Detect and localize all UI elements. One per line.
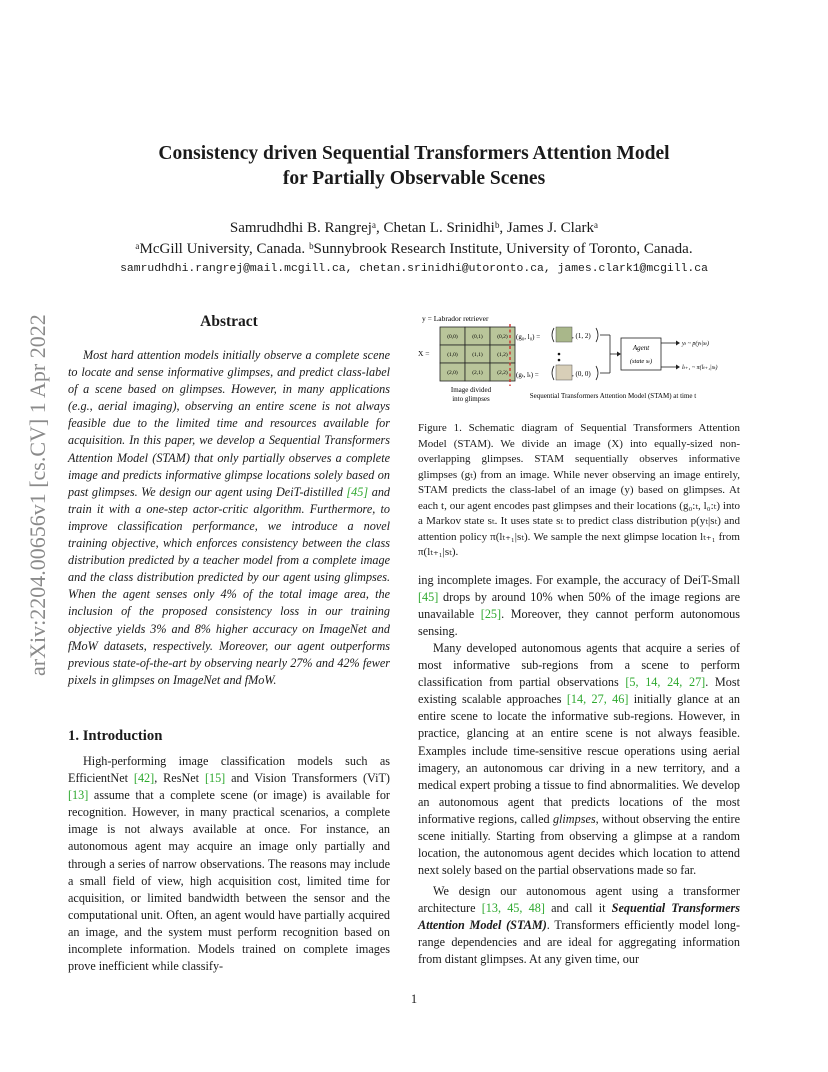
- glimpse-0-location: , (1, 2): [572, 332, 591, 340]
- grid-cell-label: (1,0): [447, 352, 458, 358]
- abstract-text-b: and train it with a one-step actor-critic algorithm. Furthermore, to improve classification performance, we introduce a novel training objective, which enforces consistency between the class distribution predicted by a teacher model from a complete image and the class distribution predicted by our agent using glimpses. When the agent senses only 4% of the total image area, the inclusion of the proposed consistency loss in our training objective yields 3% and 8% higher accuracy on ImageNet and fMoW datasets, respectively. Moreover, our agent outperforms previous state-of-the-art by observing nearly 27% and 42% fewer pixels in glimpses on ImageNet and fMoW.: [68, 484, 391, 687]
- citation-link[interactable]: [13]: [68, 788, 89, 803]
- section-heading-introduction: 1. Introduction: [68, 728, 163, 744]
- citation-link[interactable]: [25]: [480, 607, 502, 622]
- arrow-head: [617, 352, 621, 357]
- text-run: High-performing image classification models such as EfficientNet: [68, 754, 390, 786]
- text-run: assume that a complete scene (or image) is available for recognition. However, in many practical scenarios, a complete image is not always available at once. For instance, an autonomous agent may acquire an image only partially and through a series of narrow observations. The reasons may include a small field of view, high acquisition cost, limited time for acquisition, or limited bandwidth between the sensor and the computational unit. Often, an agent would have partially acquired an image, and the system must perform recognition based on incomplete information. Models trained on complete images prove inefficient while classify-: [68, 788, 390, 974]
- text-run: and Vision Transformers (ViT): [225, 771, 390, 786]
- left-paren: [552, 366, 554, 380]
- text-run: . Moreover, they cannot perform autonomous sensing.: [418, 607, 740, 639]
- class-output-label: yₜ ~ p(yₜ|sₜ): [682, 341, 709, 347]
- figure-1-caption: Figure 1. Schematic diagram of Sequential Transformers Attention Model (STAM). We divide an image (X) into equally-sized non-overlapping glimpses. STAM sequentially observes informative glimpses (gₜ) from an image. While never observing an image entirely, STAM predicts the class-label of an image (y) based on glimpses. At each t, our agent encodes past glimpses and their locations (g₀:ₜ, l₀:ₜ) into a Markov state sₜ. It uses state sₜ to predict class distribution p(yₜ|sₜ) and attention policy π(lₜ₊₁|sₜ). We sample the next glimpse location lₜ₊₁ from π(lₜ₊₁|sₜ).: [418, 422, 740, 558]
- text-run: . Most existing scalable approaches: [418, 675, 740, 707]
- grid-cell-label: (1,2): [497, 352, 508, 358]
- grid-cell-label: (2,0): [447, 370, 458, 376]
- figure-1-diagram: [418, 310, 740, 410]
- author-list: Samrudhdhi B. Rangrejᵃ, Chetan L. Srinidhiᵇ, James J. Clarkᵃ: [229, 220, 599, 236]
- grid-cell-label: (2,2): [497, 370, 508, 376]
- glimpse-t-label: (gₜ, lₜ) =: [516, 371, 539, 379]
- arrow-head: [676, 341, 680, 346]
- ellipsis-dot: [558, 353, 561, 356]
- grid-cell-label: (0,1): [472, 334, 483, 340]
- grid-caption-line-2: into glimpses: [452, 395, 490, 403]
- col2-paragraph-3: [418, 883, 740, 968]
- grid-caption-line-1: Image divided: [450, 386, 492, 394]
- location-output-label: lₜ₊₁ ~ π(lₜ₊₁|sₜ): [682, 365, 718, 371]
- glimpse-t-location: , (0, 0): [572, 370, 591, 378]
- citation-link[interactable]: [42]: [133, 771, 155, 786]
- text-run: drops by around 10% when 50% of the image regions are unavailable: [418, 590, 740, 622]
- text-run: . Transformers efficiently model long-range dependencies and are ideal for aggregating information from distant glimpses. At any given time, our: [418, 918, 741, 967]
- affiliations: ᵃMcGill University, Canada. ᵇSunnybrook Research Institute, University of Toronto, Canada.: [135, 241, 693, 257]
- glimpse-0-thumbnail: [556, 327, 572, 342]
- page-number: 1: [410, 992, 418, 1006]
- citation-link[interactable]: [45]: [418, 590, 439, 605]
- left-paren: [552, 328, 554, 342]
- text-run: initially glance at an entire scene to locate the informative sub-regions. However, in practice, glancing at an entire scene is not always feasible. Examples include time-sensitive rescue operations using aerial imagery, an autonomous car driving in a new territory, and a medical expert probing a tissue to find abnormalities. We develop an autonomous agent that predicts locations of the most informative regions, called: [418, 692, 740, 826]
- title-line-1: Consistency driven Sequential Transformers Attention Model: [158, 143, 670, 164]
- right-paren: [596, 366, 598, 380]
- grid-cell-label: (2,1): [472, 370, 483, 376]
- right-paren: [596, 328, 598, 342]
- grid-cell-label: (0,2): [497, 334, 508, 340]
- emphasis-term: glimpses: [552, 811, 596, 826]
- grid-cell-label: (0,0): [447, 334, 458, 340]
- title-line-2: for Partially Observable Scenes: [282, 168, 546, 189]
- text-run: and call it: [544, 901, 612, 916]
- text-run: ing incomplete images. For example, the accuracy of DeiT-Small: [418, 573, 740, 587]
- ellipsis-dot: [558, 359, 561, 362]
- col2-paragraph-2: [418, 640, 740, 879]
- abstract-heading: Abstract: [200, 313, 258, 330]
- model-name-emphasis: Sequential Transformers Attention Model (STAM): [418, 901, 740, 933]
- image-grid: [440, 327, 515, 381]
- citation-link[interactable]: [13, 45, 48]: [481, 901, 545, 916]
- text-run: We design our autonomous agent using a transformer architecture: [418, 884, 740, 916]
- text-run: , ResNet: [154, 771, 205, 786]
- figure-y-label: y = Labrador retriever: [422, 314, 489, 323]
- abstract-text-a: Most hard attention models initially observe a complete scene to locate and sense informative glimpses, and predict class-label of a scene based on glimpses. However, in many applications (e.g., aerial imaging), observing an entire scene is not always feasible due to the limited time and resources available for acquisition. In this paper, we develop a Sequential Transformers Attention Model (STAM) that only partially observes a complete image and predicts informative glimpse locations solely based on past glimpses. We design our agent using DeiT-distilled: [68, 348, 390, 499]
- paper-title: [60, 141, 768, 191]
- arxiv-stamp: arXiv:2204.00656v1 [cs.CV] 1 Apr 2022: [25, 314, 50, 676]
- citation-link[interactable]: [15]: [204, 771, 226, 786]
- text-run: Many developed autonomous agents that acquire a series of most informative sub-regions from a scene to perform classification from partial observations: [418, 641, 740, 690]
- col2-paragraph-1: [418, 572, 740, 640]
- abstract-text: [68, 347, 390, 689]
- author-emails: samrudhdhi.rangrej@mail.mcgill.ca, chetan.srinidhi@utoronto.ca, james.clark1@mcgill.ca: [120, 263, 708, 275]
- citation-link[interactable]: [45]: [346, 484, 369, 499]
- grid-cell-label: (1,1): [472, 352, 483, 358]
- model-caption: Sequential Transformers Attention Model (STAM) at time t: [529, 392, 697, 400]
- text-run: , without observing the entire scene initially. Starting from observing a glimpse at a random location, the autonomous agent decides which location to attend next solely based on the partial observations made so far.: [418, 811, 740, 878]
- agent-box-state: (state sₜ): [629, 358, 653, 365]
- arrow-head: [676, 365, 680, 370]
- agent-box-label: Agent: [632, 344, 650, 352]
- agent-box: [621, 338, 661, 370]
- intro-paragraph-1: [68, 753, 390, 975]
- citation-link[interactable]: [14, 27, 46]: [566, 692, 629, 707]
- figure-x-label: X =: [418, 349, 430, 358]
- glimpse-t-thumbnail: [556, 365, 572, 380]
- citation-link[interactable]: [5, 14, 24, 27]: [625, 675, 706, 690]
- glimpse-0-label: (g₀, l₀) =: [516, 333, 541, 341]
